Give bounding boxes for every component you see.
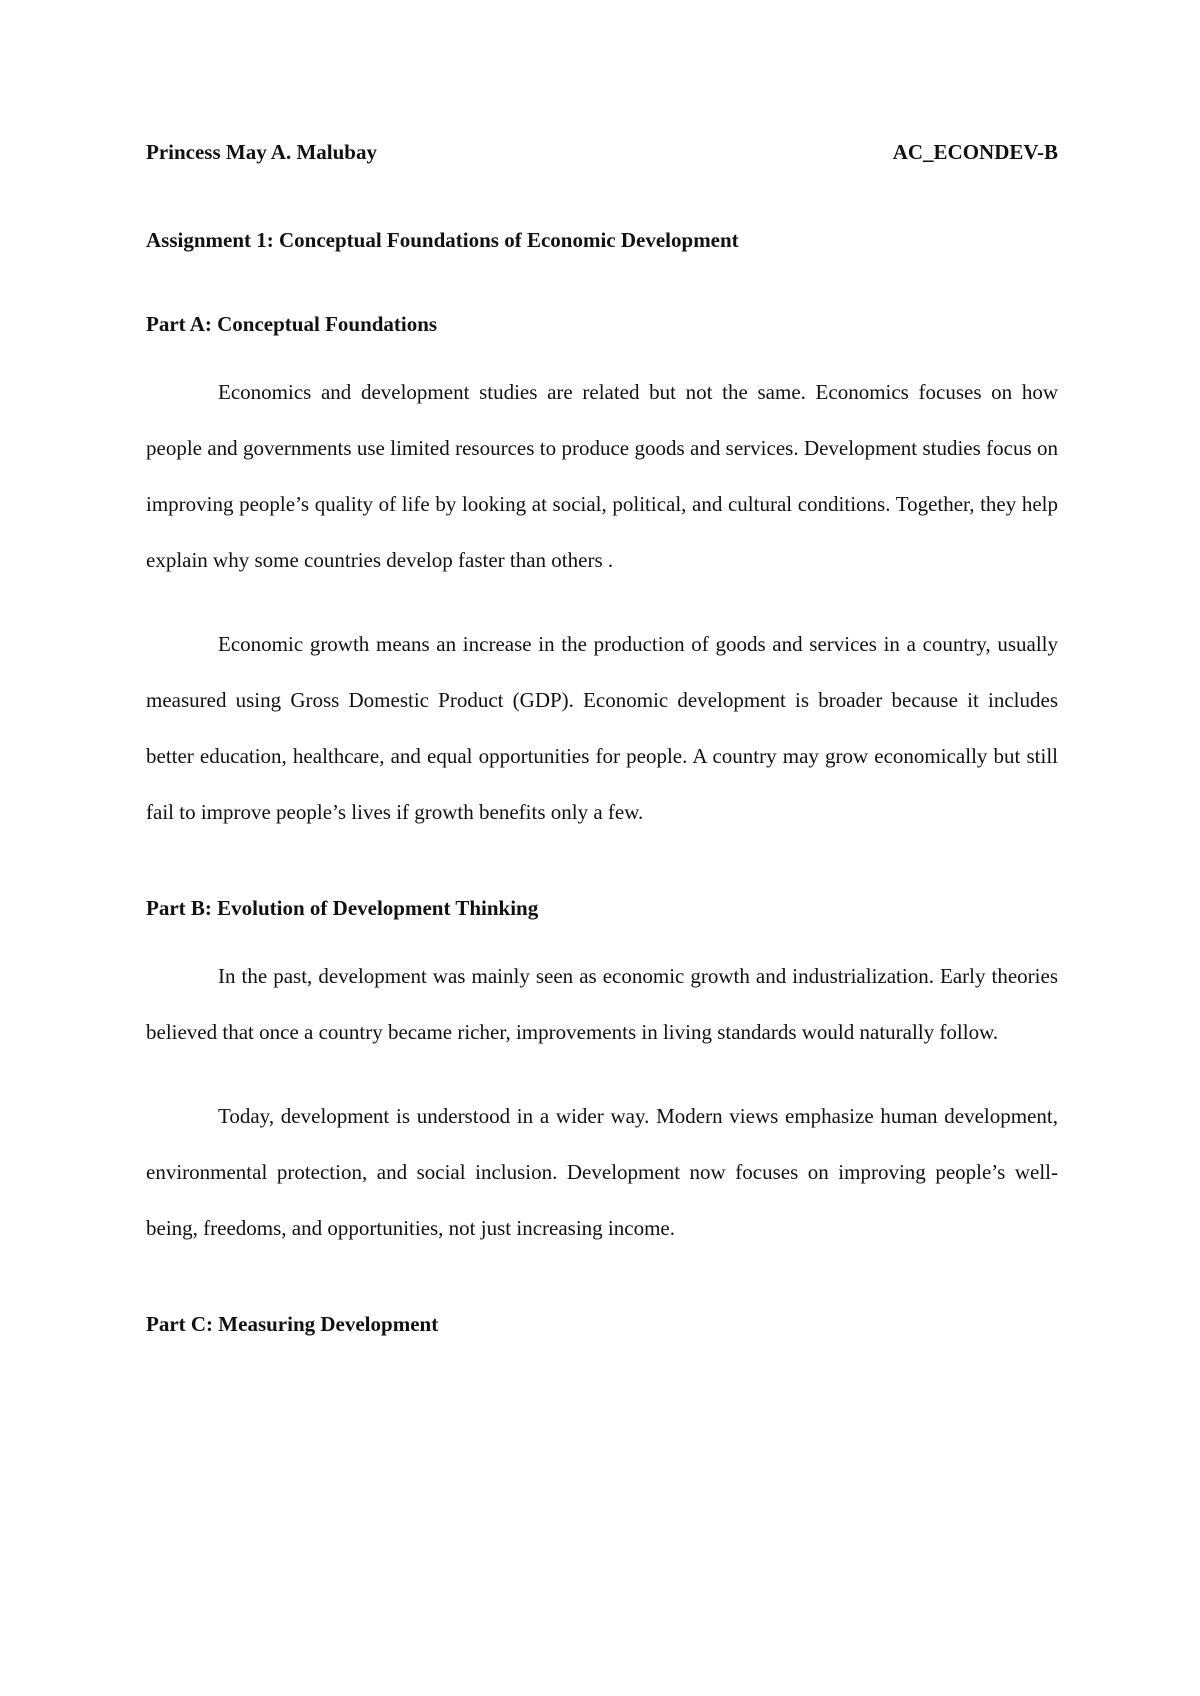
course-code: AC_ECONDEV-B	[892, 140, 1058, 164]
part-b-heading: Part B: Evolution of Development Thinking	[146, 896, 539, 920]
document-header	[146, 140, 1058, 172]
part-b-paragraph-1: In the past, development was mainly seen as economic growth and industrialization. Early theories believed that once a country became richer, improvements in living standards would naturally follow.	[146, 964, 1058, 1044]
part-c-heading: Part C: Measuring Development	[146, 1312, 439, 1336]
part-a-paragraph-1: Economics and development studies are related but not the same. Economics focuses on how people and governments use limited resources to produce goods and services. Development studies focus on improving people’s quality of life by looking at social, political, and cultural conditions. Together, they help explain why some countries develop faster than others .	[146, 380, 1058, 572]
part-a-heading: Part A: Conceptual Foundations	[146, 312, 438, 336]
assignment-title: Assignment 1: Conceptual Foundations of Economic Development	[146, 228, 739, 252]
document-page	[146, 140, 1058, 1340]
part-a-paragraph-2: Economic growth means an increase in the production of goods and services in a country, usually measured using Gross Domestic Product (GDP). Economic development is broader because it includes better education, healthcare, and equal opportunities for people. A country may grow economically but still fail to improve people’s lives if growth benefits only a few.	[146, 632, 1058, 824]
author-name: Princess May A. Malubay	[146, 140, 377, 164]
part-b-paragraph-2: Today, development is understood in a wider way. Modern views emphasize human development, environmental protection, and social inclusion. Development now focuses on improving people’s well-being, freedoms, and opportunities, not just increasing income.	[146, 1104, 1058, 1240]
